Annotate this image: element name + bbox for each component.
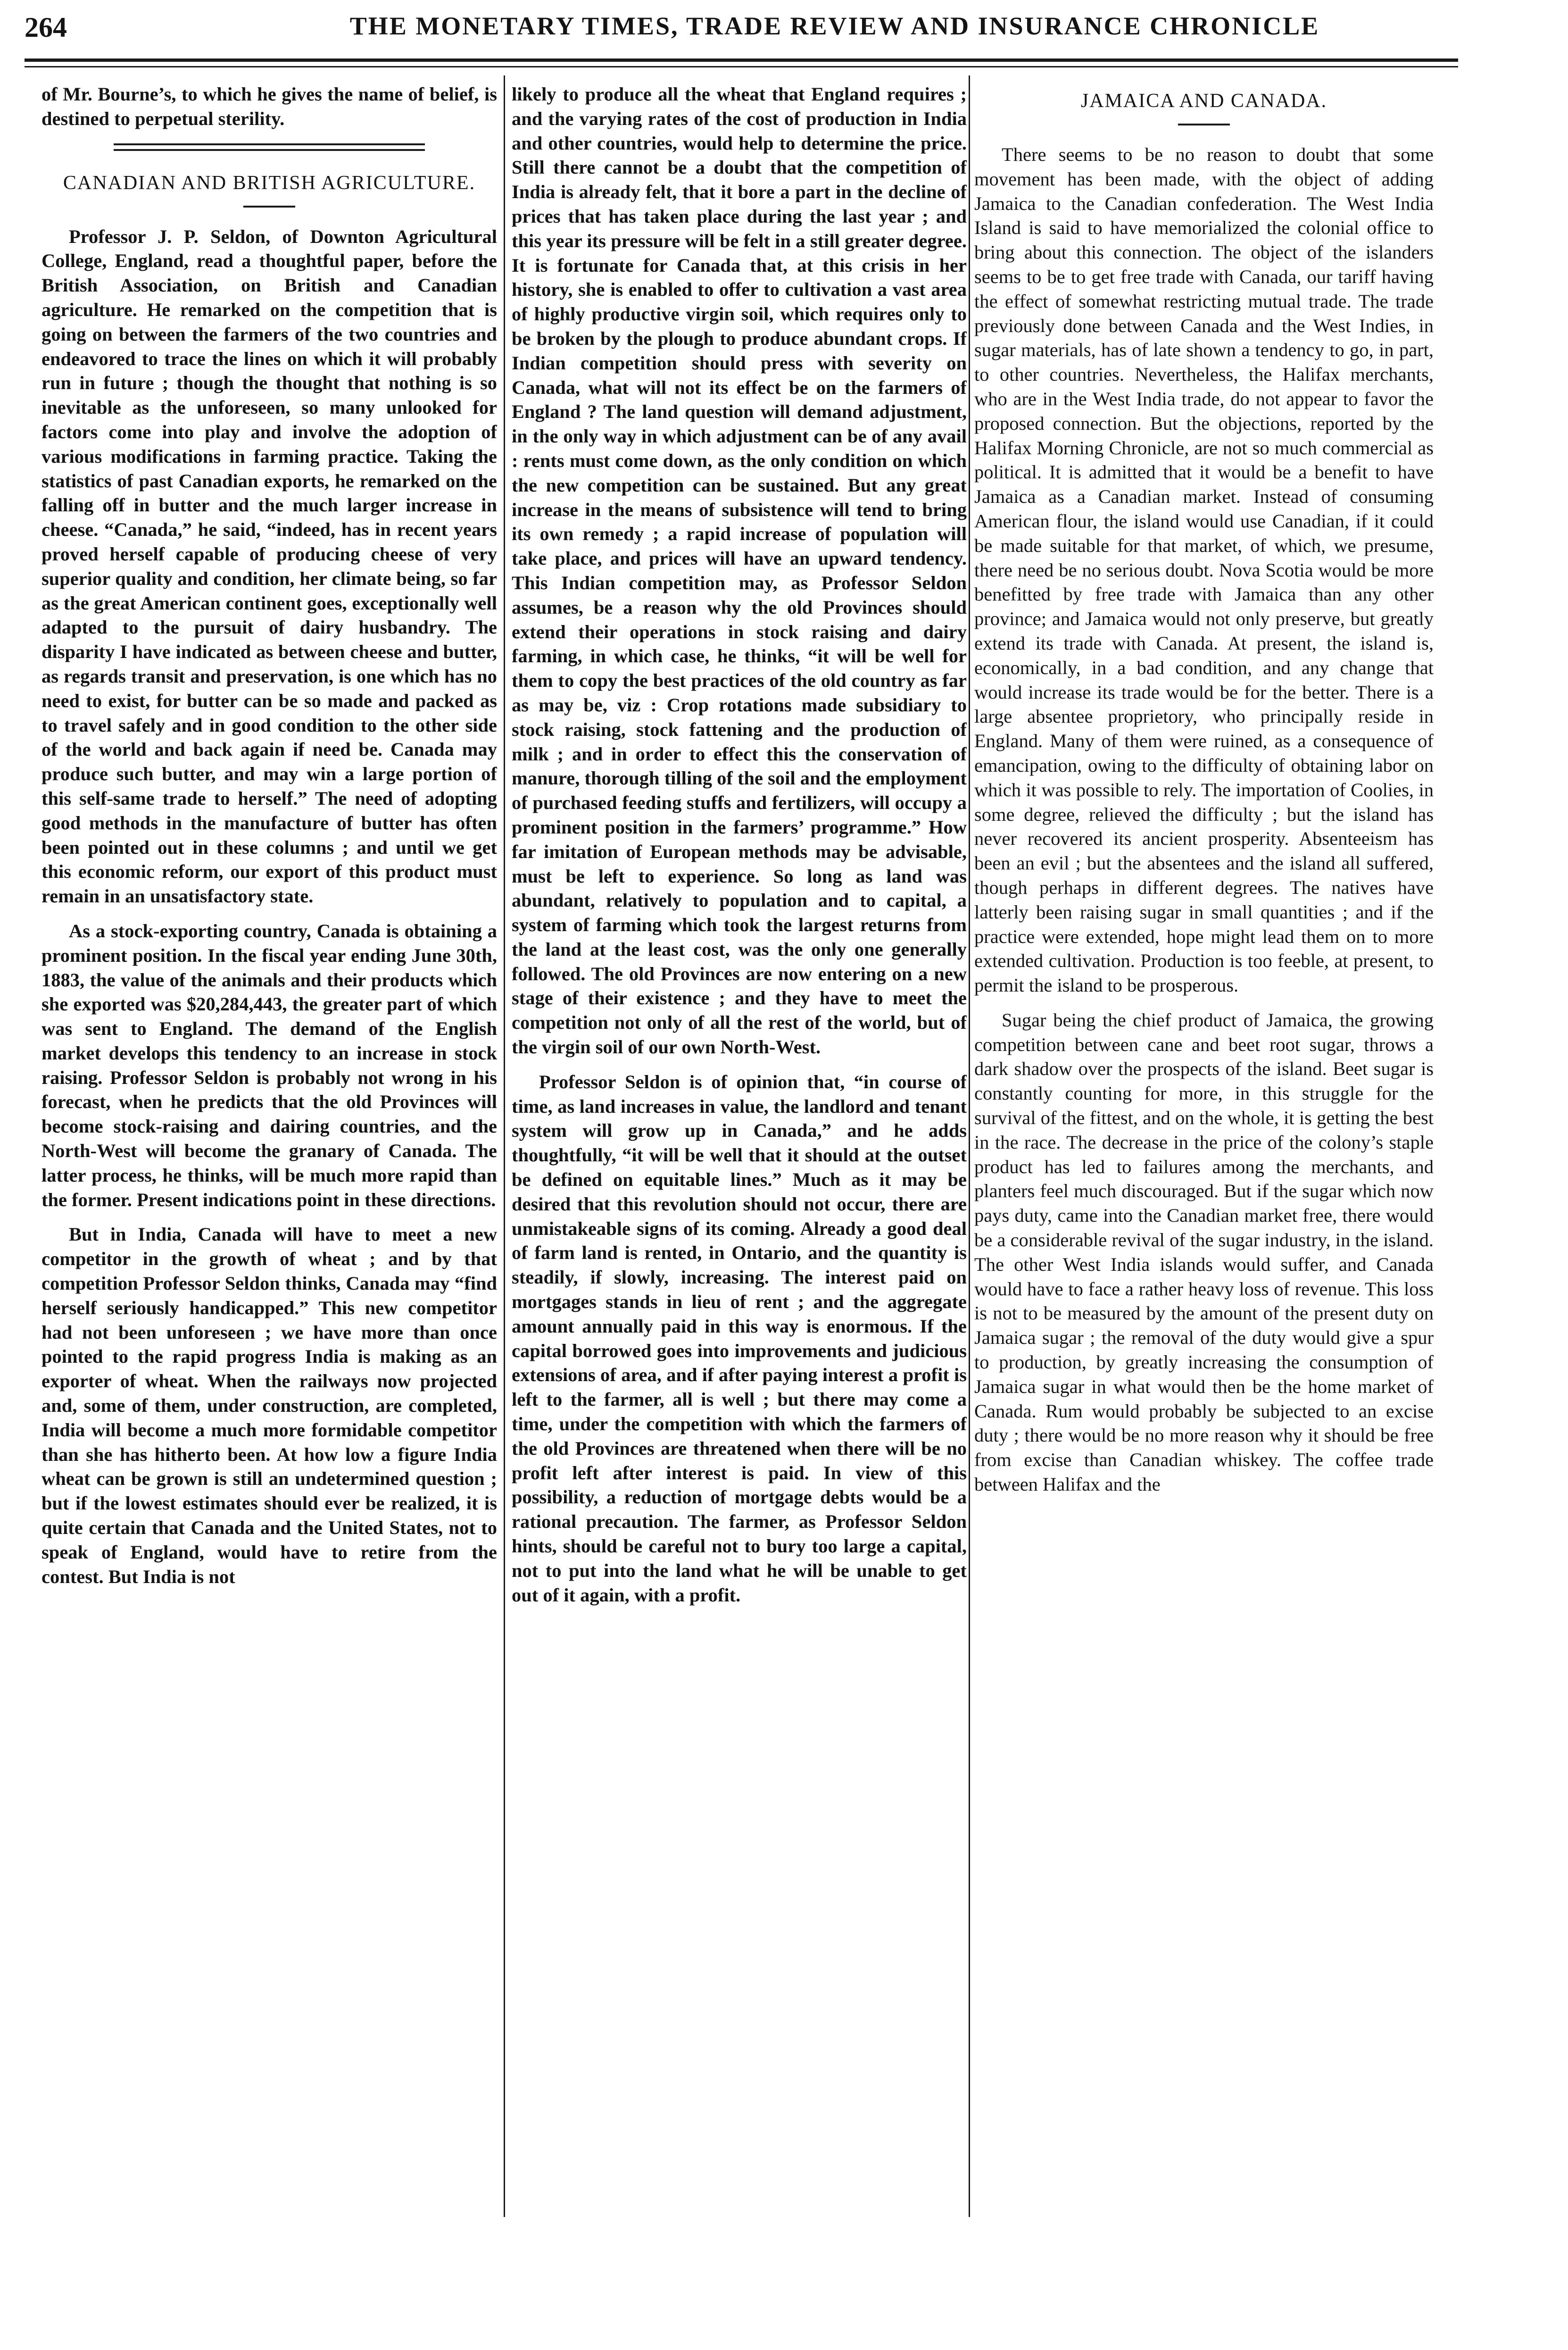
header-rule-thick [25, 58, 1458, 62]
title-rule [1178, 124, 1230, 125]
column-2 [512, 82, 967, 2205]
running-head-title: THE MONETARY TIMES, TRADE REVIEW AND INSURANCE CHRONICLE [349, 12, 1320, 40]
page-number: 264 [25, 12, 67, 43]
paragraph: As a stock-exporting country, Canada is obtaining a prominent position. In the fiscal year ending June 30th, 1883, the value of the animals and their products which she exported was $20,284,443, the greater part of which was sent to England. The demand of the English market develops this tendency to an increase in stock raising. Professor Seldon is probably not wrong in his forecast, when he predicts that the old Provinces will become stock-raising and dairing countries, and the North-West will become the granary of Canada. The latter process, he thinks, will be much more rapid than the former. Present indications point in these directions. [41, 920, 497, 1210]
column-divider-left [504, 75, 505, 2217]
article-title-agriculture: CANADIAN AND BRITISH AGRICULTURE. [63, 172, 476, 194]
paragraph: Sugar being the chief product of Jamaica, the growing competition between cane and beet root sugar, throws a dark shadow over the prospects of the island. Beet sugar is constantly counting for more, in this struggle for the survival of the fittest, and on the whole, it is getting the best in the race. The decrease in the price of the colony’s staple product has led to failures among the merchants, and planters feel much discouraged. But if the sugar which now pays duty, came into the Canadian market free, there would be a considerable revival of the sugar industry, in the island. The other West India islands would suffer, and Canada would have to face a rather heavy loss of revenue. This loss is not to be measured by the amount of the present duty on Jamaica sugar ; the removal of the duty would give a spur to production, by greatly increasing the consumption of Jamaica sugar in what would then be the home market of Canada. Rum would probably be subjected to an excise duty ; there would be no more reason why it should be free from excise than Canadian whiskey. The coffee trade between Halifax and the [974, 1009, 1434, 1495]
column-divider-right [969, 75, 970, 2217]
title-rule [243, 206, 295, 208]
paragraph: But in India, Canada will have to meet a new competitor in the growth of wheat ; and by that competition Professor Seldon thinks, Canada may “find herself seriously handicapped.” This new competitor had not been unforeseen ; we have more than once pointed to the rapid progress India is making as an exporter of wheat. When the railways now projected and, some of them, under construction, are completed, India will become a much more formidable competitor than she has hitherto been. At how low a figure India wheat can be grown is still an undetermined question ; but if the lowest estimates should ever be realized, it is quite certain that Canada and the United States, not to speak of England, would have to retire from the contest. But India is not [41, 1224, 497, 1587]
header-rule-thin [25, 66, 1458, 67]
column-1 [41, 82, 497, 2205]
paragraph: likely to produce all the wheat that England requires ; and the varying rates of the cost of production in India and other countries, would help to determine the price. Still there cannot be a doubt that the competition of India is already felt, that it bore a part in the decline of prices that has taken place during the last year ; and this year its pressure will be felt in a still greater degree. It is fortunate for Canada that, at this crisis in her history, she is enabled to offer to cultivation a vast area of highly productive virgin soil, which requires only to be broken by the plough to produce abundant crops. If Indian competition should press with severity on Canada, what will not its effect be on the farmers of England ? The land question will demand adjustment, in the only way in which adjustment can be of any avail : rents must come down, as the only condition on which the new competition can be sustained. But any great increase in the means of subsistence will tend to bring its own remedy ; a rapid increase of population will take place, and prices will have an upward tendency. This Indian competition may, as Professor Seldon assumes, be a reason why the old Provinces should extend their operations in stock raising and dairy farming, in which case, he thinks, “it will be well for them to copy the best practices of the old country as far as may be, viz : Crop rotations made subsidiary to stock raising, stock fattening and the production of milk ; and in order to effect this the conservation of manure, thorough tilling of the soil and the employment of purchased feeding stuffs and fertilizers, will occupy a prominent position in the farmers’ programme.” How far imitation of European methods may be advisable, must be left to experience. So long as land was abundant, relatively to population and to capital, a system of farming which took the largest returns from the land at the least cost, was the only one generally followed. The old Provinces are now entering on a new stage of their existence ; and they have to meet the competition not only of all the rest of the world, but of the virgin soil of our own North-West. [512, 83, 967, 1058]
paragraph: There seems to be no reason to doubt that some movement has been made, with the object of adding Jamaica to the Canadian confederation. The West India Island is said to have memorialized the colonial office to bring about this connection. The object of the islanders seems to be to get free trade with Canada, our tariff having the effect of somewhat restricting mutual trade. The trade previously done between Canada and the West Indies, in sugar materials, has of late shown a tendency to go, in part, to other countries. Nevertheless, the Halifax merchants, who are in the West India trade, do not appear to favor the proposed connection. But the objections, reported by the Halifax Morning Chronicle, are not so much commercial as political. It is admitted that it would be a benefit to have Jamaica as a Canadian market. Instead of consuming American flour, the island would use Canadian, if it could be made suitable for that market, of which, we presume, there need be no serious doubt. Nova Scotia would be more benefitted by free trade with Jamaica than any other province; and Jamaica would not only preserve, but greatly extend its trade with Canada. At present, the island is, economically, in a bad condition, and any change that would increase its trade would be for the better. There is a large absentee proprietory, who principally reside in England. Many of them were ruined, as a consequence of emancipation, owing to the difficulty of obtaining labor on which it was possible to rely. The importation of Coolies, in some degree, relieved the difficulty ; but the island has never recovered its ancient prosperity. Absenteeism has been an evil ; but the absentees and the island all suffered, though perhaps in different degrees. The natives have latterly been raising sugar in small quantities ; and if the practice were extended, hope might lead them on to more extended cultivation. Production is too feeble, at present, to permit the island to be prosperous. [974, 144, 1434, 996]
column-3 [974, 82, 1434, 2205]
paragraph: Professor Seldon is of opinion that, “in course of time, as land increases in value, the landlord and tenant system will grow up in Canada,” and he adds thoughtfully, “it will be well that it should at the outset be defined on equitable lines.” Much as it may be desired that this revolution should not occur, there are unmistakeable signs of its coming. Already a good deal of farm land is rented, in Ontario, and the quantity is steadily, if slowly, increasing. The interest paid on mortgages stands in lieu of rent ; and the aggregate amount annually paid in this way is enormous. If the capital borrowed goes into improvements and judicious extensions of area, and if after paying interest a profit is left to the farmer, all is well ; but there may come a time, under the competition with which the farmers of the old Provinces are threatened when there will be no profit left after interest is paid. In view of this possibility, a reduction of mortgage debts would be a rational precaution. The farmer, as Professor Seldon hints, should be careful not to bury too large a capital, not to put into the land what he will be unable to get out of it again, with a profit. [512, 1071, 967, 1606]
paragraph: Professor J. P. Seldon, of Downton Agricultural College, England, read a thoughtful paper, before the British Association, on British and Canadian agriculture. He remarked on the competition that is going on between the farmers of the two countries and endeavored to trace the lines on which it will probably run in future ; though the thought that nothing is so inevitable as the unforeseen, so many unlooked for factors come into play and involve the adoption of various modifications in farming practice. Taking the statistics of past Canadian exports, he remarked on the falling off in butter and the much larger increase in cheese. “Canada,” he said, “indeed, has in recent years proved herself capable of producing cheese of very superior quality and condition, her climate being, so far as the great American continent goes, exceptionally well adapted to the pursuit of dairy husbandry. The disparity I have indicated as between cheese and butter, as regards transit and preservation, is one which has no need to exist, for butter can be so made and packed as to travel safely and in good condition to the other side of the world and back again if need be. Canada may produce such butter, and may win a large portion of this self-same trade to herself.” The need of adopting good methods in the manufacture of butter has often been pointed out in these columns ; and until we get this economic reform, our export of this product must remain in an unsatisfactory state. [41, 225, 497, 907]
lead-in-paragraph: of Mr. Bourne’s, to which he gives the name of belief, is destined to perpetual sterility. [41, 83, 497, 129]
article-title-jamaica: JAMAICA AND CANADA. [1080, 90, 1327, 112]
section-divider [114, 143, 425, 151]
